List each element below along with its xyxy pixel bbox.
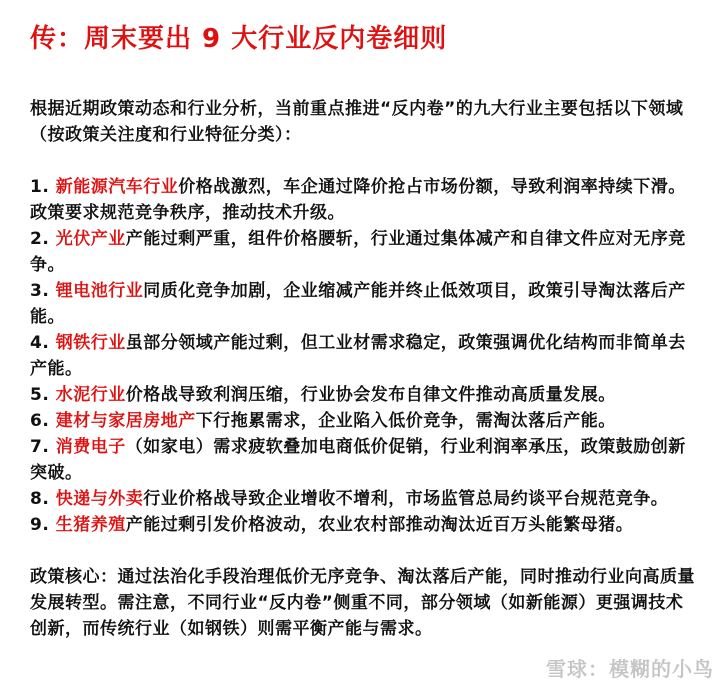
item-number: 6. xyxy=(30,411,50,431)
industry-name: 锂电池行业 xyxy=(55,281,144,301)
item-number: 8. xyxy=(30,489,50,509)
list-item xyxy=(30,408,698,434)
policy-core-paragraph: 政策核心：通过法治化手段治理低价无序竞争、淘汰落后产能，同时推动行业向高质量发展转型。需注意，不同行业“反内卷”侧重不同，部分领域（如新能源）更强调技术创新，而传统行业（如钢铁）则需平衡产能与需求。 xyxy=(30,567,695,639)
page-title: 传：周末要出 9 大行业反内卷细则 xyxy=(30,24,448,54)
item-number: 7. xyxy=(30,437,50,457)
industry-description: （如家电）需求疲软叠加电商低价促销，行业利润率承压，政策鼓励创新突破。 xyxy=(30,437,686,483)
list-item xyxy=(30,226,698,278)
industry-name: 钢铁行业 xyxy=(55,333,126,353)
item-number: 2. xyxy=(30,229,50,249)
industry-description: 行业价格战导致企业增收不增利，市场监管总局约谈平台规范竞争。 xyxy=(143,489,669,509)
industry-description: 产能过剩引发价格波动，农业农村部推动淘汰近百万头能繁母猪。 xyxy=(125,515,634,535)
industry-description: 虽部分领域产能过剩，但工业材需求稳定，政策强调优化结构而非简单去产能。 xyxy=(30,333,686,379)
industry-name: 光伏产业 xyxy=(55,229,126,249)
list-item xyxy=(30,330,698,382)
industry-description: 价格战激烈，车企通过降价抢占市场份额，导致利润率持续下滑。政策要求规范竞争秩序，推动技术升级。 xyxy=(30,177,686,223)
list-item xyxy=(30,278,698,330)
industry-description: 下行拖累需求，企业陷入低价竞争，需淘汰落后产能。 xyxy=(195,411,616,431)
list-item xyxy=(30,174,698,226)
item-number: 4. xyxy=(30,333,50,353)
industry-name: 快递与外卖 xyxy=(55,489,144,509)
item-number: 3. xyxy=(30,281,50,301)
industry-description: 同质化竞争加剧，企业缩减产能并终止低效项目，政策引导淘汰落后产能。 xyxy=(30,281,686,327)
industry-description: 产能过剩严重，组件价格腰斩，行业通过集体减产和自律文件应对无序竞争。 xyxy=(30,229,686,275)
industry-name: 新能源汽车行业 xyxy=(55,177,179,197)
item-number: 1. xyxy=(30,177,50,197)
list-item xyxy=(30,486,698,512)
list-item xyxy=(30,512,698,538)
industry-name: 生猪养殖 xyxy=(55,515,126,535)
industry-list xyxy=(30,174,698,538)
intro-paragraph: 根据近期政策动态和行业分析，当前重点推进“反内卷”的九大行业主要包括以下领域（按政策关注度和行业特征分类）： xyxy=(30,99,684,145)
industry-name: 建材与家居房地产 xyxy=(55,411,196,431)
watermark: 雪球：模糊的小鸟 xyxy=(546,657,714,681)
item-number: 5. xyxy=(30,385,50,405)
industry-name: 消费电子 xyxy=(55,437,126,457)
list-item xyxy=(30,434,698,486)
list-item xyxy=(30,382,698,408)
item-number: 9. xyxy=(30,515,50,535)
industry-name: 水泥行业 xyxy=(55,385,126,405)
industry-description: 价格战导致利润压缩，行业协会发布自律文件推动高质量发展。 xyxy=(125,385,616,405)
